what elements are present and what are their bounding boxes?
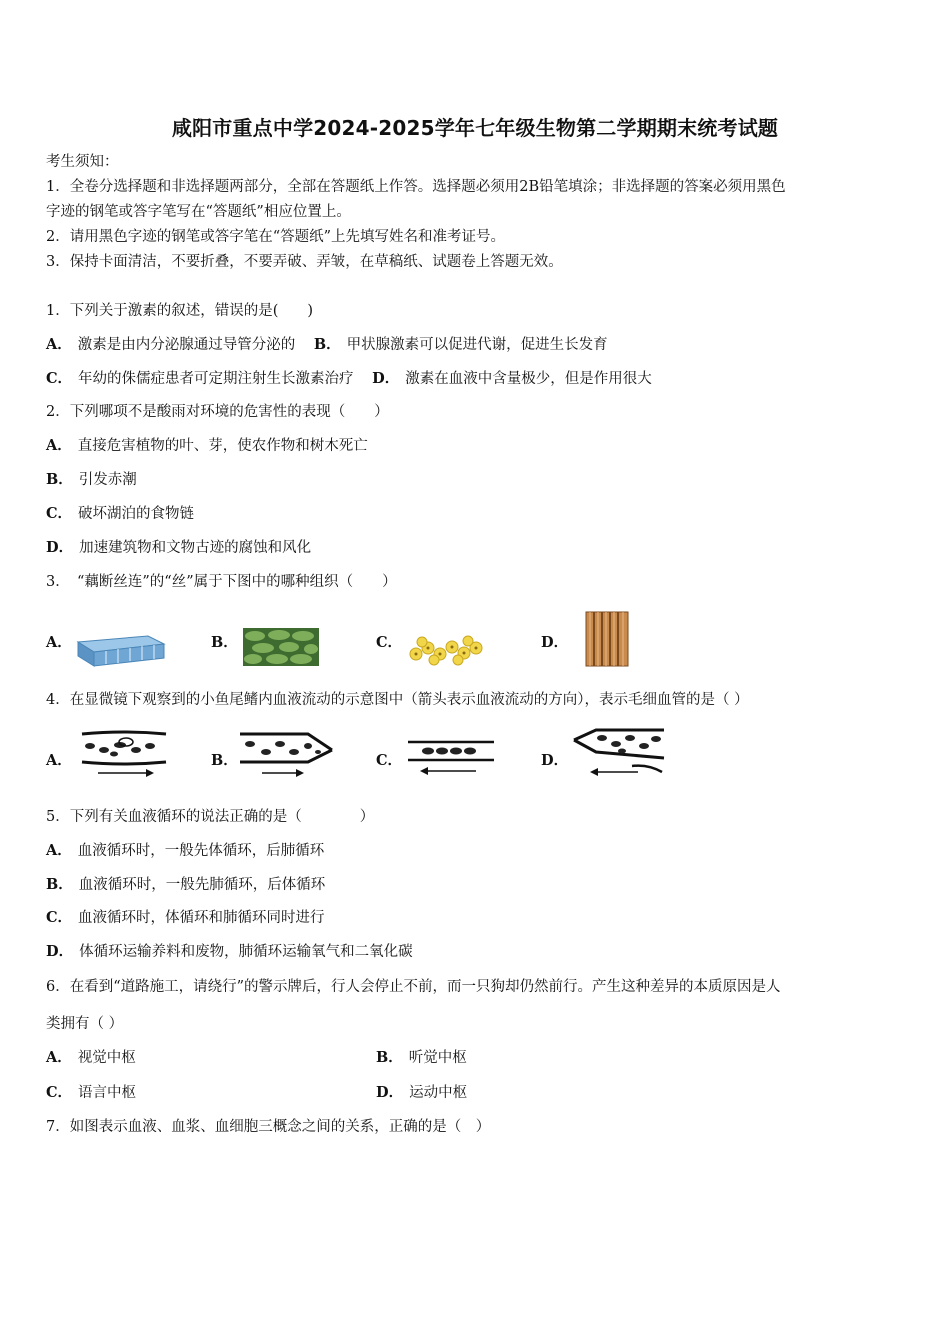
q6-option-c: 语言中枢: [78, 1085, 137, 1101]
q6-option-d-row: [376, 1083, 467, 1103]
q5-b-label: B．: [46, 876, 73, 893]
q3-figure-b-muscle: [241, 626, 321, 668]
notice-item-3: 3．保持卡面清洁，不要折叠，不要弄破、弄皱，在草稿纸、试题卷上答题无效。: [46, 254, 563, 270]
q5-option-b-row: [46, 875, 325, 895]
q5-option-a: 血液循环时，一般先体循环，后肺循环: [77, 843, 325, 859]
q2-option-d: 加速建筑物和文物古迹的腐蚀和风化: [79, 540, 312, 556]
q2-option-d-row: [46, 538, 311, 558]
q1-options-cd: [46, 369, 652, 389]
q2-stem: 2．下列哪项不是酸雨对环境的危害性的表现（ ）: [46, 404, 389, 420]
q2-option-b-row: [46, 470, 137, 490]
q3-stem: 3． “藕断丝连”的“丝”属于下图中的哪种组织（ ）: [46, 574, 397, 590]
q6-c-label: C．: [46, 1084, 73, 1101]
q3-figure-d-conducting: [584, 610, 630, 668]
q4-figure-d-vessel: [572, 726, 666, 780]
q3-figure-c-connective: [406, 634, 486, 666]
q2-option-b: 引发赤潮: [78, 472, 137, 488]
q1-d-label: D．: [372, 370, 400, 387]
q3-c-label: C．: [376, 634, 403, 651]
q4-figure-c-capillary: [406, 734, 496, 778]
q1-stem: 1．下列关于激素的叙述，错误的是( ): [46, 303, 314, 319]
q1-option-d: 激素在血液中含量极少，但是作用很大: [405, 371, 652, 387]
notice-item-2: 2．请用黑色字迹的钢笔或答字笔在“答题纸”上先填写姓名和准考证号。: [46, 229, 506, 245]
q2-a-label: A．: [46, 437, 72, 454]
q5-option-b: 血液循环时，一般先肺循环，后体循环: [78, 877, 326, 893]
q3-d-label: D．: [541, 634, 569, 651]
page-title: 咸阳市重点中学2024-2025学年七年级生物第二学期期末统考试题: [171, 116, 779, 140]
q4-figure-a-vessel: [80, 728, 168, 778]
q6-option-a: 视觉中枢: [77, 1050, 136, 1066]
q3-b-label: B．: [211, 634, 238, 651]
q6-a-label: A．: [46, 1049, 72, 1066]
q1-b-label: B．: [313, 336, 341, 353]
q5-option-a-row: [46, 841, 324, 861]
q5-option-d-row: [46, 942, 413, 962]
q6-stem-line1: 6．在看到“道路施工，请绕行”的警示牌后，行人会停止不前，而一只狗却仍然前行。产生这种差异的本质原因是人: [46, 979, 781, 995]
q5-option-d: 体循环运输养料和废物，肺循环运输氧气和二氧化碳: [79, 944, 413, 960]
q2-option-a-row: [46, 436, 368, 456]
q5-stem: 5．下列有关血液循环的说法正确的是（ ）: [46, 809, 375, 825]
q5-option-c-row: [46, 908, 325, 928]
q5-d-label: D．: [46, 943, 74, 960]
q3-figure-a-epithelial: [76, 632, 166, 668]
q6-option-b-row: [376, 1048, 467, 1068]
q5-c-label: C．: [46, 909, 73, 926]
q1-options-ab: [46, 335, 608, 355]
q1-option-a: 激素是由内分泌腺通过导管分泌的: [77, 337, 296, 353]
q4-stem: 4．在显微镜下观察到的小鱼尾鳍内血液流动的示意图中（箭头表示血液流动的方向），表示毛细血管的是（ ）: [46, 692, 749, 708]
q6-option-b: 听觉中枢: [408, 1050, 467, 1066]
q2-c-label: C．: [46, 505, 73, 522]
notice-heading: 考生须知：: [46, 154, 119, 170]
q6-b-label: B．: [376, 1049, 403, 1066]
q4-b-label: B．: [211, 752, 238, 769]
q1-option-c: 年幼的侏儒症患者可定期注射生长激素治疗: [78, 371, 354, 387]
q4-a-label: A．: [46, 752, 72, 769]
q4-figure-b-vessel: [238, 728, 334, 778]
q4-c-label: C．: [376, 752, 403, 769]
q1-c-label: C．: [46, 370, 73, 387]
q2-b-label: B．: [46, 471, 73, 488]
q7-stem: 7．如图表示血液、血浆、血细胞三概念之间的关系，正确的是（ ）: [46, 1119, 491, 1135]
q1-a-label: A．: [46, 336, 72, 353]
notice-item-1: 1．全卷分选择题和非选择题两部分，全部在答题纸上作答。选择题必须用2B铅笔填涂；非选择题的答案必须用黑色: [46, 179, 786, 195]
q5-a-label: A．: [46, 842, 72, 859]
q6-option-c-row: [46, 1083, 136, 1103]
q2-option-a: 直接危害植物的叶、芽，使农作物和树木死亡: [77, 438, 368, 454]
q6-option-a-row: [46, 1048, 136, 1068]
q3-a-label: A．: [46, 634, 72, 651]
q6-option-d: 运动中枢: [409, 1085, 468, 1101]
q4-d-label: D．: [541, 752, 569, 769]
q6-stem-line2: 类拥有（ ）: [46, 1016, 124, 1032]
q6-d-label: D．: [376, 1084, 404, 1101]
q2-d-label: D．: [46, 539, 74, 556]
q5-option-c: 血液循环时，体循环和肺循环同时进行: [78, 910, 325, 926]
notice-item-1-cont: 字迹的钢笔或答字笔写在“答题纸”相应位置上。: [46, 204, 351, 220]
q1-option-b: 甲状腺激素可以促进代谢，促进生长发育: [346, 337, 608, 353]
q2-option-c: 破坏湖泊的食物链: [78, 506, 195, 522]
q2-option-c-row: [46, 504, 194, 524]
